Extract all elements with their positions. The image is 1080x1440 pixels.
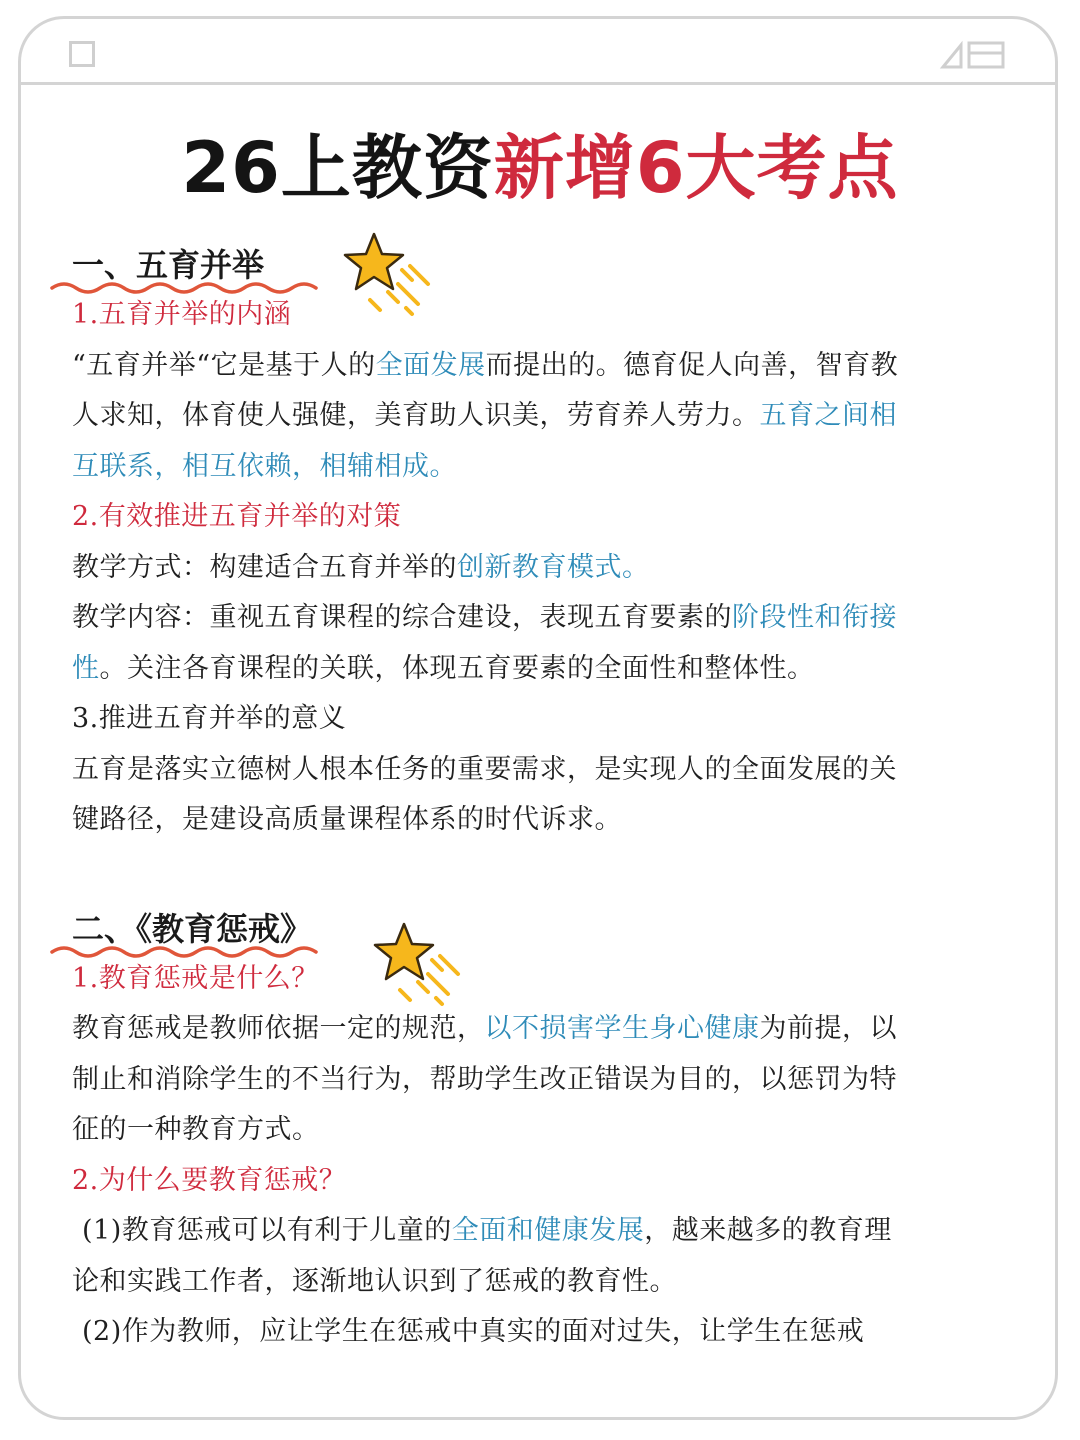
paragraph-line [72, 593, 1012, 644]
title-red: 新增6大考点 [493, 127, 899, 209]
wave-underline-icon [50, 942, 320, 960]
paragraph-line [72, 1206, 1012, 1257]
section-2-sub-1: 1.教育惩戒是什么？ [72, 962, 319, 994]
section-2-sub-2: 2.为什么要教育惩戒？ [72, 1164, 347, 1196]
paragraph-line: 论和实践工作者，逐渐地认识到了惩戒的教育性。 [72, 1265, 677, 1297]
window-restore-icon [939, 39, 1009, 71]
title-black: 26上教资 [181, 127, 494, 209]
highlight: 阶段性和衔接 [732, 602, 897, 633]
paragraph-line [72, 644, 1012, 695]
text: 教育惩戒是教师依据一定的规范， [72, 1013, 485, 1044]
text: (1)教育惩戒可以有利于儿童的 [82, 1215, 452, 1246]
highlight: 全面发展 [375, 349, 486, 381]
paragraph-line: 征的一种教育方式。 [72, 1114, 320, 1145]
section-1-sub-2: 2.有效推进五育并举的对策 [72, 501, 402, 532]
page-title [0, 112, 1080, 213]
paragraph-line: 制止和消除学生的不当行为，帮助学生改正错误为目的，以惩罚为特 [72, 1063, 897, 1095]
section-1-heading-text: 一、五育并举 [72, 246, 265, 284]
highlight: 五育之间相 [759, 400, 897, 431]
section-1-sub-1: 1.五育并举的内涵 [72, 299, 292, 330]
paragraph-line [72, 543, 1012, 594]
text: 而提出的。德育促人向善，智育教 [485, 349, 899, 381]
paragraph-line [72, 391, 1012, 442]
highlight: 以不损害学生身心健康 [484, 1013, 760, 1044]
paragraph-line: (2)作为教师，应让学生在惩戒中真实的面对过失，让学生在惩戒 [82, 1316, 865, 1347]
wave-underline-icon [50, 278, 320, 296]
text: “五育并举“它是基于人的 [72, 349, 376, 381]
text: 教学方式：构建适合五育并举的 [72, 551, 457, 583]
section-2-heading [72, 904, 312, 954]
spacer [72, 846, 1012, 904]
paragraph-line [72, 341, 1012, 392]
paragraph-line: 键路径，是建设高质量课程体系的时代诉求。 [72, 804, 622, 835]
highlight: 性 [72, 652, 100, 684]
content [72, 240, 1012, 1358]
paragraph-line-highlight: 互联系，相互依赖，相辅相成。 [72, 450, 457, 482]
highlight: 创新教育模式。 [457, 551, 650, 583]
paragraph-line: 五育是落实立德树人根本任务的重要需求，是实现人的全面发展的关 [72, 753, 897, 785]
paragraph-line [72, 1004, 1012, 1055]
section-2-heading-text: 二、《教育惩戒》 [72, 909, 313, 948]
window-top-bar [21, 19, 1055, 85]
text: 人求知，体育使人强健，美育助人识美，劳育养人劳力。 [72, 400, 760, 431]
window-square-icon [69, 41, 95, 67]
section-1-heading [72, 240, 264, 290]
text: 为前提，以 [759, 1013, 897, 1044]
text: 教学内容：重视五育课程的综合建设，表现五育要素的 [72, 602, 732, 633]
highlight: 全面和健康发展 [451, 1215, 645, 1246]
text: ，越来越多的教育理 [644, 1215, 892, 1246]
text: 。关注各育课程的关联，体现五育要素的全面性和整体性。 [99, 652, 815, 684]
section-1-sub-3: 3.推进五育并举的意义 [72, 703, 347, 734]
